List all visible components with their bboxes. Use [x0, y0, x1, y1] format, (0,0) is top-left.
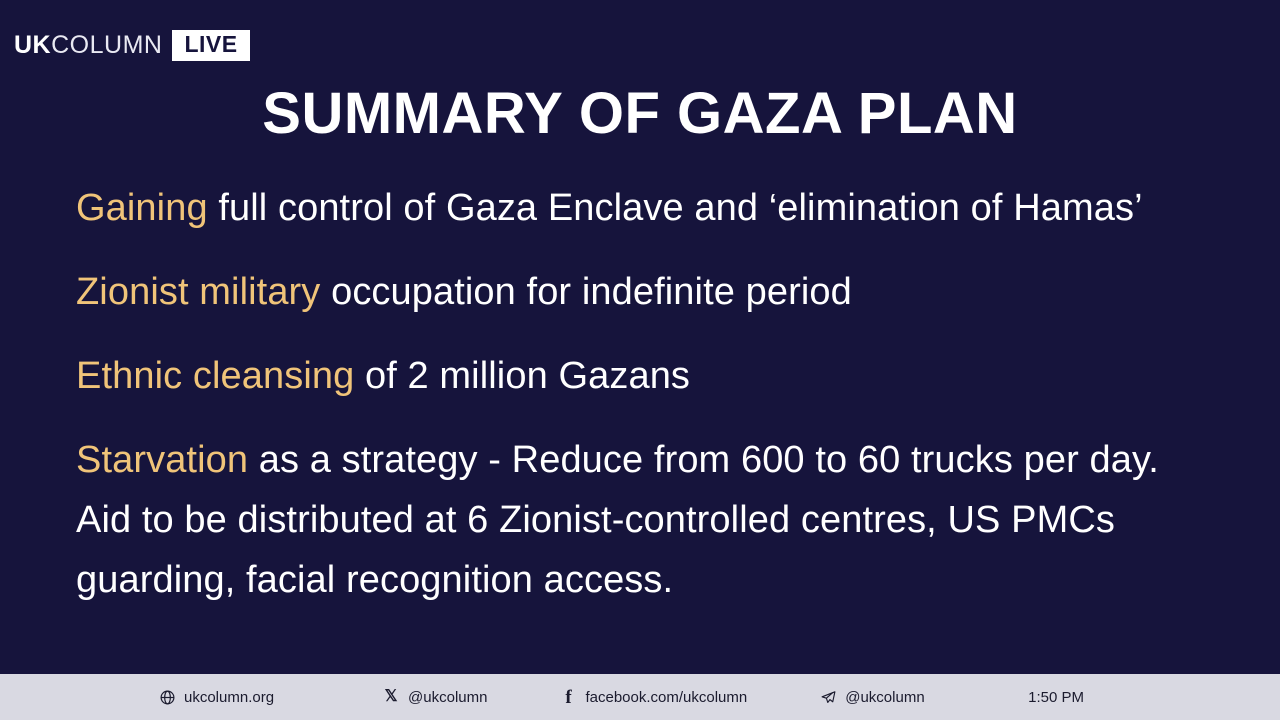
footer-telegram-label: @ukcolumn [845, 688, 925, 706]
footer-telegram [819, 688, 924, 706]
bullet-item [76, 346, 1220, 406]
bullet-item [76, 178, 1220, 238]
brand-wordmark [14, 33, 162, 58]
live-badge: LIVE [172, 30, 249, 61]
bullet-list [76, 178, 1220, 610]
brand-wordmark-bold: UK [14, 31, 52, 59]
bullet-text: of 2 million Gazans [354, 355, 691, 398]
brand-lockup [14, 30, 250, 61]
footer-facebook [559, 688, 747, 706]
facebook-icon: f [565, 686, 572, 708]
footer-clock: 1:50 PM [1028, 688, 1084, 706]
globe-icon [158, 688, 176, 706]
bullet-text: occupation for indefinite period [320, 271, 852, 314]
footer-website-label: ukcolumn.org [184, 688, 275, 706]
bullet-text: as a strategy - Reduce from 600 to 60 trucks per day. Aid to be distributed at 6 Zionist-controlled centres, US PMCs guarding, facial recognition access. [76, 439, 1159, 602]
slide-title: SUMMARY OF GAZA PLAN [262, 81, 1018, 146]
telegram-icon [819, 688, 837, 706]
bullet-highlight: Zionist military [76, 271, 321, 314]
footer-twitter-label: @ukcolumn [408, 688, 488, 706]
bullet-highlight: Gaining [76, 187, 208, 229]
brand-wordmark-light: COLUMN [51, 31, 163, 59]
bullet-highlight: Ethnic cleansing [76, 355, 355, 398]
footer-twitter [382, 688, 487, 706]
footer-facebook-label: facebook.com/ukcolumn [585, 688, 748, 706]
x-icon: 𝕏 [384, 688, 398, 705]
bullet-item [76, 262, 1220, 322]
bullet-highlight: Starvation [76, 439, 249, 482]
footer-bar [0, 674, 1280, 720]
bullet-item [76, 430, 1220, 610]
footer-website [158, 688, 274, 706]
bullet-text: full control of Gaza Enclave and ‘elimination of Hamas’ [207, 187, 1143, 229]
